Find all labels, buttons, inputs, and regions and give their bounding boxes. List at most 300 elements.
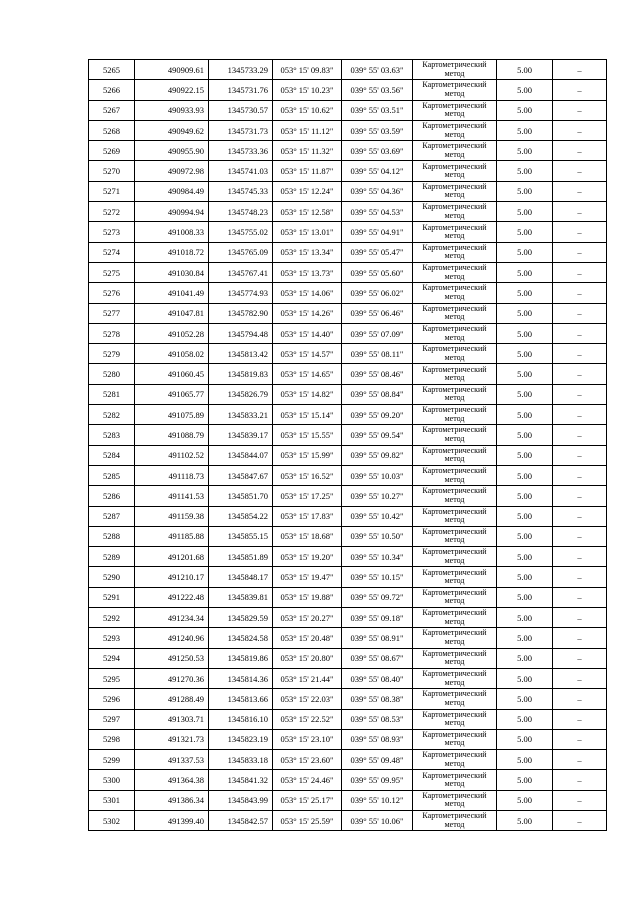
point-number-cell: 5271 bbox=[89, 181, 135, 201]
method-cell: Картометрический метод bbox=[413, 465, 497, 485]
x-coordinate-cell: 490955.90 bbox=[135, 141, 209, 161]
point-number-cell: 5278 bbox=[89, 323, 135, 343]
point-number-cell: 5291 bbox=[89, 587, 135, 607]
table-row bbox=[89, 770, 607, 790]
table-row bbox=[89, 810, 607, 830]
y-coordinate-cell: 1345765.09 bbox=[209, 242, 273, 262]
point-number-cell: 5275 bbox=[89, 262, 135, 282]
longitude-cell: 039° 55' 09.72" bbox=[342, 587, 413, 607]
method-cell: Картометрический метод bbox=[413, 262, 497, 282]
table-row bbox=[89, 141, 607, 161]
table-row bbox=[89, 181, 607, 201]
precision-cell: 5.00 bbox=[497, 202, 553, 222]
method-cell: Картометрический метод bbox=[413, 405, 497, 425]
x-coordinate-cell: 490984.49 bbox=[135, 181, 209, 201]
precision-cell: 5.00 bbox=[497, 668, 553, 688]
latitude-cell: 053° 15' 25.59" bbox=[273, 810, 342, 830]
point-number-cell: 5289 bbox=[89, 547, 135, 567]
precision-cell: 5.00 bbox=[497, 810, 553, 830]
note-cell: – bbox=[553, 465, 607, 485]
method-cell: Картометрический метод bbox=[413, 242, 497, 262]
method-cell: Картометрический метод bbox=[413, 222, 497, 242]
y-coordinate-cell: 1345833.21 bbox=[209, 405, 273, 425]
table-row bbox=[89, 486, 607, 506]
point-number-cell: 5283 bbox=[89, 425, 135, 445]
y-coordinate-cell: 1345839.17 bbox=[209, 425, 273, 445]
method-cell: Картометрический метод bbox=[413, 729, 497, 749]
point-number-cell: 5298 bbox=[89, 729, 135, 749]
point-number-cell: 5268 bbox=[89, 120, 135, 140]
x-coordinate-cell: 490922.15 bbox=[135, 80, 209, 100]
note-cell: – bbox=[553, 790, 607, 810]
method-cell: Картометрический метод bbox=[413, 364, 497, 384]
method-cell: Картометрический метод bbox=[413, 790, 497, 810]
x-coordinate-cell: 491321.73 bbox=[135, 729, 209, 749]
longitude-cell: 039° 55' 08.84" bbox=[342, 384, 413, 404]
table-row bbox=[89, 608, 607, 628]
latitude-cell: 053° 15' 24.46" bbox=[273, 770, 342, 790]
precision-cell: 5.00 bbox=[497, 161, 553, 181]
point-number-cell: 5293 bbox=[89, 628, 135, 648]
method-cell: Картометрический метод bbox=[413, 567, 497, 587]
longitude-cell: 039° 55' 03.63" bbox=[342, 60, 413, 80]
precision-cell: 5.00 bbox=[497, 364, 553, 384]
x-coordinate-cell: 490994.94 bbox=[135, 202, 209, 222]
note-cell: – bbox=[553, 628, 607, 648]
longitude-cell: 039° 55' 09.48" bbox=[342, 750, 413, 770]
precision-cell: 5.00 bbox=[497, 181, 553, 201]
table-row bbox=[89, 689, 607, 709]
precision-cell: 5.00 bbox=[497, 100, 553, 120]
note-cell: – bbox=[553, 141, 607, 161]
precision-cell: 5.00 bbox=[497, 283, 553, 303]
table-row bbox=[89, 323, 607, 343]
table-row bbox=[89, 750, 607, 770]
note-cell: – bbox=[553, 567, 607, 587]
latitude-cell: 053° 15' 14.57" bbox=[273, 344, 342, 364]
latitude-cell: 053° 15' 13.73" bbox=[273, 262, 342, 282]
latitude-cell: 053° 15' 12.58" bbox=[273, 202, 342, 222]
latitude-cell: 053° 15' 11.87" bbox=[273, 161, 342, 181]
x-coordinate-cell: 490949.62 bbox=[135, 120, 209, 140]
x-coordinate-cell: 491399.40 bbox=[135, 810, 209, 830]
precision-cell: 5.00 bbox=[497, 222, 553, 242]
x-coordinate-cell: 491337.53 bbox=[135, 750, 209, 770]
precision-cell: 5.00 bbox=[497, 60, 553, 80]
point-number-cell: 5295 bbox=[89, 668, 135, 688]
table-row bbox=[89, 222, 607, 242]
note-cell: – bbox=[553, 668, 607, 688]
x-coordinate-cell: 491222.48 bbox=[135, 587, 209, 607]
table-row bbox=[89, 465, 607, 485]
latitude-cell: 053° 15' 13.01" bbox=[273, 222, 342, 242]
y-coordinate-cell: 1345733.36 bbox=[209, 141, 273, 161]
table-body bbox=[89, 60, 607, 831]
longitude-cell: 039° 55' 03.56" bbox=[342, 80, 413, 100]
table-row bbox=[89, 709, 607, 729]
latitude-cell: 053° 15' 10.62" bbox=[273, 100, 342, 120]
longitude-cell: 039° 55' 03.59" bbox=[342, 120, 413, 140]
y-coordinate-cell: 1345767.41 bbox=[209, 262, 273, 282]
point-number-cell: 5287 bbox=[89, 506, 135, 526]
table-row bbox=[89, 405, 607, 425]
note-cell: – bbox=[553, 486, 607, 506]
method-cell: Картометрический метод bbox=[413, 668, 497, 688]
table-row bbox=[89, 161, 607, 181]
precision-cell: 5.00 bbox=[497, 547, 553, 567]
longitude-cell: 039° 55' 06.46" bbox=[342, 303, 413, 323]
y-coordinate-cell: 1345851.70 bbox=[209, 486, 273, 506]
x-coordinate-cell: 491058.02 bbox=[135, 344, 209, 364]
precision-cell: 5.00 bbox=[497, 628, 553, 648]
note-cell: – bbox=[553, 120, 607, 140]
table-row bbox=[89, 120, 607, 140]
longitude-cell: 039° 55' 05.47" bbox=[342, 242, 413, 262]
y-coordinate-cell: 1345745.33 bbox=[209, 181, 273, 201]
latitude-cell: 053° 15' 15.55" bbox=[273, 425, 342, 445]
table-row bbox=[89, 628, 607, 648]
precision-cell: 5.00 bbox=[497, 262, 553, 282]
method-cell: Картометрический метод bbox=[413, 648, 497, 668]
latitude-cell: 053° 15' 20.48" bbox=[273, 628, 342, 648]
latitude-cell: 053° 15' 12.24" bbox=[273, 181, 342, 201]
table-row bbox=[89, 587, 607, 607]
precision-cell: 5.00 bbox=[497, 526, 553, 546]
point-number-cell: 5265 bbox=[89, 60, 135, 80]
precision-cell: 5.00 bbox=[497, 465, 553, 485]
latitude-cell: 053° 15' 23.10" bbox=[273, 729, 342, 749]
latitude-cell: 053° 15' 23.60" bbox=[273, 750, 342, 770]
method-cell: Картометрический метод bbox=[413, 141, 497, 161]
point-number-cell: 5285 bbox=[89, 465, 135, 485]
note-cell: – bbox=[553, 242, 607, 262]
table-row bbox=[89, 526, 607, 546]
latitude-cell: 053° 15' 14.82" bbox=[273, 384, 342, 404]
y-coordinate-cell: 1345855.15 bbox=[209, 526, 273, 546]
note-cell: – bbox=[553, 547, 607, 567]
longitude-cell: 039° 55' 08.38" bbox=[342, 689, 413, 709]
point-number-cell: 5296 bbox=[89, 689, 135, 709]
y-coordinate-cell: 1345839.81 bbox=[209, 587, 273, 607]
method-cell: Картометрический метод bbox=[413, 526, 497, 546]
x-coordinate-cell: 491386.34 bbox=[135, 790, 209, 810]
point-number-cell: 5280 bbox=[89, 364, 135, 384]
y-coordinate-cell: 1345829.59 bbox=[209, 608, 273, 628]
latitude-cell: 053° 15' 11.12" bbox=[273, 120, 342, 140]
x-coordinate-cell: 490909.61 bbox=[135, 60, 209, 80]
x-coordinate-cell: 491250.53 bbox=[135, 648, 209, 668]
longitude-cell: 039° 55' 08.93" bbox=[342, 729, 413, 749]
x-coordinate-cell: 491364.38 bbox=[135, 770, 209, 790]
x-coordinate-cell: 491030.84 bbox=[135, 262, 209, 282]
latitude-cell: 053° 15' 14.06" bbox=[273, 283, 342, 303]
x-coordinate-cell: 491240.96 bbox=[135, 628, 209, 648]
note-cell: – bbox=[553, 587, 607, 607]
y-coordinate-cell: 1345843.99 bbox=[209, 790, 273, 810]
precision-cell: 5.00 bbox=[497, 608, 553, 628]
note-cell: – bbox=[553, 384, 607, 404]
y-coordinate-cell: 1345733.29 bbox=[209, 60, 273, 80]
x-coordinate-cell: 491102.52 bbox=[135, 445, 209, 465]
method-cell: Картометрический метод bbox=[413, 608, 497, 628]
precision-cell: 5.00 bbox=[497, 344, 553, 364]
y-coordinate-cell: 1345851.89 bbox=[209, 547, 273, 567]
x-coordinate-cell: 491118.73 bbox=[135, 465, 209, 485]
y-coordinate-cell: 1345741.03 bbox=[209, 161, 273, 181]
x-coordinate-cell: 491075.89 bbox=[135, 405, 209, 425]
table-row bbox=[89, 668, 607, 688]
point-number-cell: 5286 bbox=[89, 486, 135, 506]
y-coordinate-cell: 1345816.10 bbox=[209, 709, 273, 729]
note-cell: – bbox=[553, 323, 607, 343]
x-coordinate-cell: 490972.98 bbox=[135, 161, 209, 181]
method-cell: Картометрический метод bbox=[413, 587, 497, 607]
longitude-cell: 039° 55' 04.12" bbox=[342, 161, 413, 181]
method-cell: Картометрический метод bbox=[413, 181, 497, 201]
precision-cell: 5.00 bbox=[497, 425, 553, 445]
table-row bbox=[89, 445, 607, 465]
point-number-cell: 5274 bbox=[89, 242, 135, 262]
precision-cell: 5.00 bbox=[497, 141, 553, 161]
note-cell: – bbox=[553, 283, 607, 303]
latitude-cell: 053° 15' 19.47" bbox=[273, 567, 342, 587]
longitude-cell: 039° 55' 07.09" bbox=[342, 323, 413, 343]
note-cell: – bbox=[553, 303, 607, 323]
y-coordinate-cell: 1345824.58 bbox=[209, 628, 273, 648]
longitude-cell: 039° 55' 10.06" bbox=[342, 810, 413, 830]
point-number-cell: 5292 bbox=[89, 608, 135, 628]
note-cell: – bbox=[553, 262, 607, 282]
precision-cell: 5.00 bbox=[497, 790, 553, 810]
note-cell: – bbox=[553, 709, 607, 729]
method-cell: Картометрический метод bbox=[413, 283, 497, 303]
table-row bbox=[89, 303, 607, 323]
note-cell: – bbox=[553, 689, 607, 709]
longitude-cell: 039° 55' 06.02" bbox=[342, 283, 413, 303]
method-cell: Картометрический метод bbox=[413, 770, 497, 790]
longitude-cell: 039° 55' 10.42" bbox=[342, 506, 413, 526]
latitude-cell: 053° 15' 18.68" bbox=[273, 526, 342, 546]
x-coordinate-cell: 491141.53 bbox=[135, 486, 209, 506]
note-cell: – bbox=[553, 608, 607, 628]
method-cell: Картометрический метод bbox=[413, 486, 497, 506]
precision-cell: 5.00 bbox=[497, 120, 553, 140]
method-cell: Картометрический метод bbox=[413, 750, 497, 770]
note-cell: – bbox=[553, 222, 607, 242]
y-coordinate-cell: 1345844.07 bbox=[209, 445, 273, 465]
note-cell: – bbox=[553, 810, 607, 830]
y-coordinate-cell: 1345823.19 bbox=[209, 729, 273, 749]
note-cell: – bbox=[553, 770, 607, 790]
method-cell: Картометрический метод bbox=[413, 384, 497, 404]
method-cell: Картометрический метод bbox=[413, 161, 497, 181]
longitude-cell: 039° 55' 08.40" bbox=[342, 668, 413, 688]
latitude-cell: 053° 15' 17.83" bbox=[273, 506, 342, 526]
method-cell: Картометрический метод bbox=[413, 120, 497, 140]
precision-cell: 5.00 bbox=[497, 689, 553, 709]
point-number-cell: 5276 bbox=[89, 283, 135, 303]
precision-cell: 5.00 bbox=[497, 486, 553, 506]
latitude-cell: 053° 15' 22.03" bbox=[273, 689, 342, 709]
longitude-cell: 039° 55' 08.46" bbox=[342, 364, 413, 384]
x-coordinate-cell: 491018.72 bbox=[135, 242, 209, 262]
method-cell: Картометрический метод bbox=[413, 344, 497, 364]
method-cell: Картометрический метод bbox=[413, 303, 497, 323]
precision-cell: 5.00 bbox=[497, 750, 553, 770]
note-cell: – bbox=[553, 750, 607, 770]
y-coordinate-cell: 1345813.42 bbox=[209, 344, 273, 364]
method-cell: Картометрический метод bbox=[413, 60, 497, 80]
note-cell: – bbox=[553, 364, 607, 384]
y-coordinate-cell: 1345730.57 bbox=[209, 100, 273, 120]
note-cell: – bbox=[553, 181, 607, 201]
point-number-cell: 5294 bbox=[89, 648, 135, 668]
note-cell: – bbox=[553, 526, 607, 546]
latitude-cell: 053° 15' 09.83" bbox=[273, 60, 342, 80]
point-number-cell: 5269 bbox=[89, 141, 135, 161]
latitude-cell: 053° 15' 21.44" bbox=[273, 668, 342, 688]
latitude-cell: 053° 15' 25.17" bbox=[273, 790, 342, 810]
y-coordinate-cell: 1345814.36 bbox=[209, 668, 273, 688]
latitude-cell: 053° 15' 15.99" bbox=[273, 445, 342, 465]
point-number-cell: 5270 bbox=[89, 161, 135, 181]
table-row bbox=[89, 262, 607, 282]
y-coordinate-cell: 1345782.90 bbox=[209, 303, 273, 323]
longitude-cell: 039° 55' 08.91" bbox=[342, 628, 413, 648]
precision-cell: 5.00 bbox=[497, 709, 553, 729]
y-coordinate-cell: 1345847.67 bbox=[209, 465, 273, 485]
method-cell: Картометрический метод bbox=[413, 445, 497, 465]
x-coordinate-cell: 491303.71 bbox=[135, 709, 209, 729]
note-cell: – bbox=[553, 729, 607, 749]
precision-cell: 5.00 bbox=[497, 405, 553, 425]
y-coordinate-cell: 1345841.32 bbox=[209, 770, 273, 790]
latitude-cell: 053° 15' 22.52" bbox=[273, 709, 342, 729]
longitude-cell: 039° 55' 04.53" bbox=[342, 202, 413, 222]
point-number-cell: 5301 bbox=[89, 790, 135, 810]
longitude-cell: 039° 55' 10.15" bbox=[342, 567, 413, 587]
precision-cell: 5.00 bbox=[497, 770, 553, 790]
point-number-cell: 5277 bbox=[89, 303, 135, 323]
longitude-cell: 039° 55' 05.60" bbox=[342, 262, 413, 282]
coordinates-table bbox=[88, 59, 607, 831]
latitude-cell: 053° 15' 20.27" bbox=[273, 608, 342, 628]
table-row bbox=[89, 242, 607, 262]
point-number-cell: 5279 bbox=[89, 344, 135, 364]
method-cell: Картометрический метод bbox=[413, 547, 497, 567]
point-number-cell: 5299 bbox=[89, 750, 135, 770]
point-number-cell: 5302 bbox=[89, 810, 135, 830]
y-coordinate-cell: 1345842.57 bbox=[209, 810, 273, 830]
y-coordinate-cell: 1345748.23 bbox=[209, 202, 273, 222]
note-cell: – bbox=[553, 344, 607, 364]
table-row bbox=[89, 80, 607, 100]
latitude-cell: 053° 15' 16.52" bbox=[273, 465, 342, 485]
method-cell: Картометрический метод bbox=[413, 80, 497, 100]
precision-cell: 5.00 bbox=[497, 384, 553, 404]
y-coordinate-cell: 1345833.18 bbox=[209, 750, 273, 770]
table-row bbox=[89, 100, 607, 120]
y-coordinate-cell: 1345826.79 bbox=[209, 384, 273, 404]
latitude-cell: 053° 15' 10.23" bbox=[273, 80, 342, 100]
longitude-cell: 039° 55' 09.54" bbox=[342, 425, 413, 445]
longitude-cell: 039° 55' 09.82" bbox=[342, 445, 413, 465]
x-coordinate-cell: 491288.49 bbox=[135, 689, 209, 709]
y-coordinate-cell: 1345854.22 bbox=[209, 506, 273, 526]
method-cell: Картометрический метод bbox=[413, 628, 497, 648]
note-cell: – bbox=[553, 648, 607, 668]
point-number-cell: 5297 bbox=[89, 709, 135, 729]
point-number-cell: 5290 bbox=[89, 567, 135, 587]
x-coordinate-cell: 491270.36 bbox=[135, 668, 209, 688]
longitude-cell: 039° 55' 04.91" bbox=[342, 222, 413, 242]
point-number-cell: 5266 bbox=[89, 80, 135, 100]
table-row bbox=[89, 283, 607, 303]
method-cell: Картометрический метод bbox=[413, 100, 497, 120]
x-coordinate-cell: 491041.49 bbox=[135, 283, 209, 303]
note-cell: – bbox=[553, 445, 607, 465]
y-coordinate-cell: 1345794.48 bbox=[209, 323, 273, 343]
note-cell: – bbox=[553, 202, 607, 222]
x-coordinate-cell: 491052.28 bbox=[135, 323, 209, 343]
x-coordinate-cell: 491201.68 bbox=[135, 547, 209, 567]
x-coordinate-cell: 491060.45 bbox=[135, 364, 209, 384]
point-number-cell: 5272 bbox=[89, 202, 135, 222]
table-row bbox=[89, 344, 607, 364]
table-row bbox=[89, 202, 607, 222]
y-coordinate-cell: 1345731.73 bbox=[209, 120, 273, 140]
latitude-cell: 053° 15' 15.14" bbox=[273, 405, 342, 425]
point-number-cell: 5267 bbox=[89, 100, 135, 120]
longitude-cell: 039° 55' 03.51" bbox=[342, 100, 413, 120]
table-row bbox=[89, 425, 607, 445]
x-coordinate-cell: 491234.34 bbox=[135, 608, 209, 628]
y-coordinate-cell: 1345848.17 bbox=[209, 567, 273, 587]
table-row bbox=[89, 790, 607, 810]
y-coordinate-cell: 1345755.02 bbox=[209, 222, 273, 242]
longitude-cell: 039° 55' 04.36" bbox=[342, 181, 413, 201]
point-number-cell: 5284 bbox=[89, 445, 135, 465]
note-cell: – bbox=[553, 60, 607, 80]
method-cell: Картометрический метод bbox=[413, 709, 497, 729]
table-row bbox=[89, 567, 607, 587]
x-coordinate-cell: 491008.33 bbox=[135, 222, 209, 242]
precision-cell: 5.00 bbox=[497, 587, 553, 607]
latitude-cell: 053° 15' 20.80" bbox=[273, 648, 342, 668]
point-number-cell: 5282 bbox=[89, 405, 135, 425]
x-coordinate-cell: 491210.17 bbox=[135, 567, 209, 587]
longitude-cell: 039° 55' 09.20" bbox=[342, 405, 413, 425]
latitude-cell: 053° 15' 13.34" bbox=[273, 242, 342, 262]
x-coordinate-cell: 491065.77 bbox=[135, 384, 209, 404]
precision-cell: 5.00 bbox=[497, 567, 553, 587]
note-cell: – bbox=[553, 506, 607, 526]
precision-cell: 5.00 bbox=[497, 729, 553, 749]
precision-cell: 5.00 bbox=[497, 445, 553, 465]
longitude-cell: 039° 55' 10.03" bbox=[342, 465, 413, 485]
method-cell: Картометрический метод bbox=[413, 202, 497, 222]
latitude-cell: 053° 15' 19.20" bbox=[273, 547, 342, 567]
table-row bbox=[89, 648, 607, 668]
table-row bbox=[89, 364, 607, 384]
y-coordinate-cell: 1345819.83 bbox=[209, 364, 273, 384]
method-cell: Картометрический метод bbox=[413, 323, 497, 343]
precision-cell: 5.00 bbox=[497, 80, 553, 100]
precision-cell: 5.00 bbox=[497, 506, 553, 526]
x-coordinate-cell: 491159.38 bbox=[135, 506, 209, 526]
point-number-cell: 5281 bbox=[89, 384, 135, 404]
latitude-cell: 053° 15' 17.25" bbox=[273, 486, 342, 506]
